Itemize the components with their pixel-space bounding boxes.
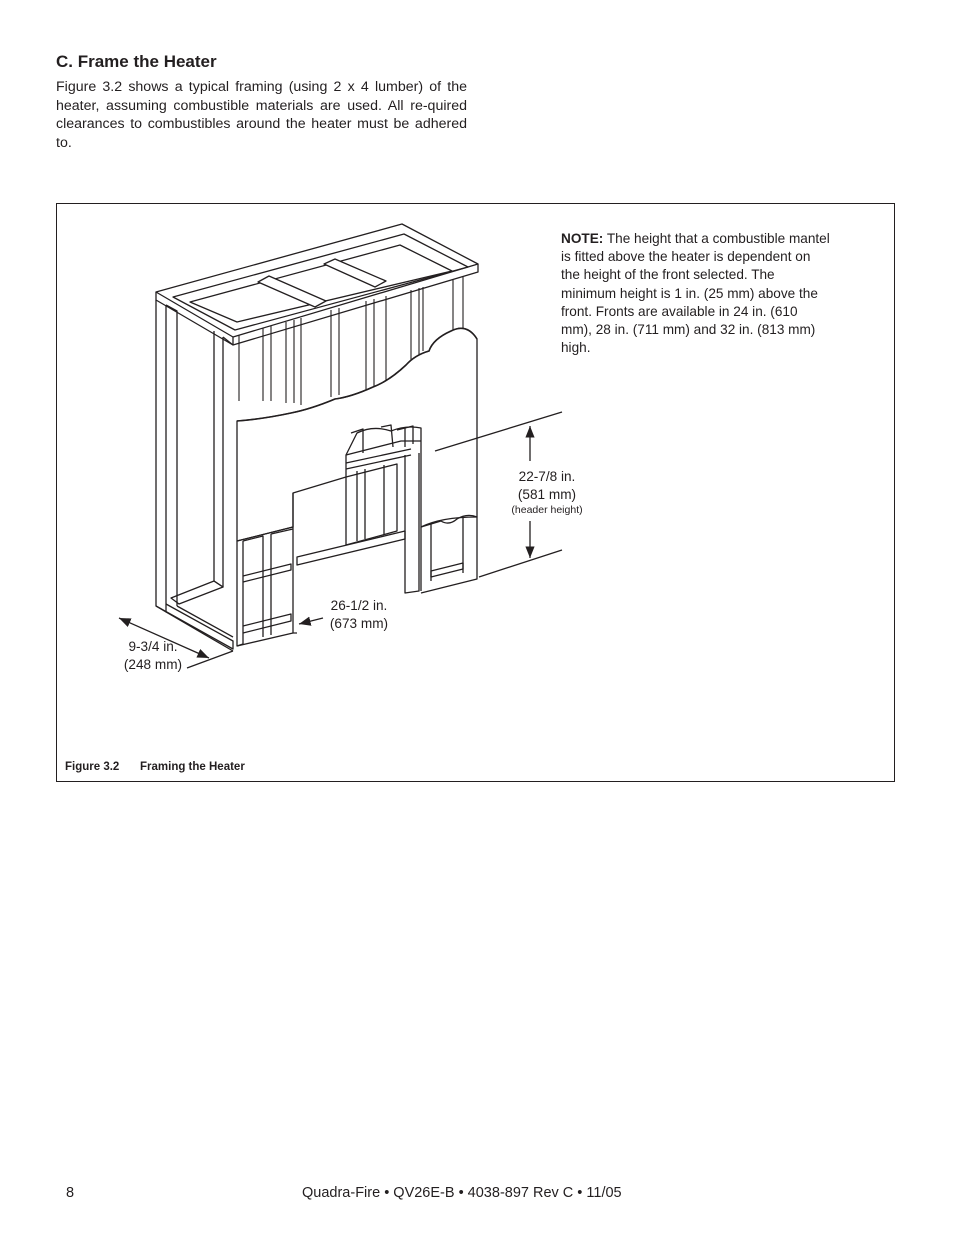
depth-label — [115, 638, 191, 674]
header-height-label — [494, 468, 600, 517]
figure-number: Figure 3.2 — [65, 761, 120, 773]
header-height-mm: (581 mm) — [517, 487, 577, 502]
page-number: 8 — [66, 1185, 75, 1201]
mantel-note — [561, 230, 831, 357]
right-bottom-frame — [421, 515, 477, 593]
width-label — [315, 597, 403, 633]
header-height-description: (header height) — [511, 504, 583, 516]
depth-mm: (248 mm) — [123, 657, 183, 672]
note-label: NOTE: — [561, 231, 604, 246]
figure-box — [56, 203, 895, 782]
header-height-inches: 22-7/8 in. — [518, 469, 576, 484]
section-heading: C. Frame the Heater — [56, 52, 217, 71]
document-info: Quadra-Fire • QV26E-B • 4038-897 Rev C • 11/05 — [302, 1185, 622, 1201]
width-inches: 26-1/2 in. — [330, 598, 388, 613]
width-mm: (673 mm) — [329, 616, 389, 631]
figure-title: Framing the Heater — [140, 761, 245, 773]
intro-paragraph: Figure 3.2 shows a typical framing (using 2 x 4 lumber) of the heater, assuming combustible materials are used. All re-quired clearances to combustibles around the heater must be adhered to. — [56, 79, 467, 151]
depth-inches: 9-3/4 in. — [128, 639, 178, 654]
front-bottom-frame — [237, 529, 293, 646]
note-text: The height that a combustible mantel is fitted above the heater is dependent on the height of the front selected. The minimum height is 1 in. (25 mm) above the front. Fronts are available in 24 in. (610 mm), 28 in. (711 mm) and 32 in. (813 mm) high. — [561, 231, 830, 356]
left-side-frame — [156, 300, 233, 651]
top-frame — [156, 224, 478, 345]
figure-caption — [65, 761, 245, 773]
